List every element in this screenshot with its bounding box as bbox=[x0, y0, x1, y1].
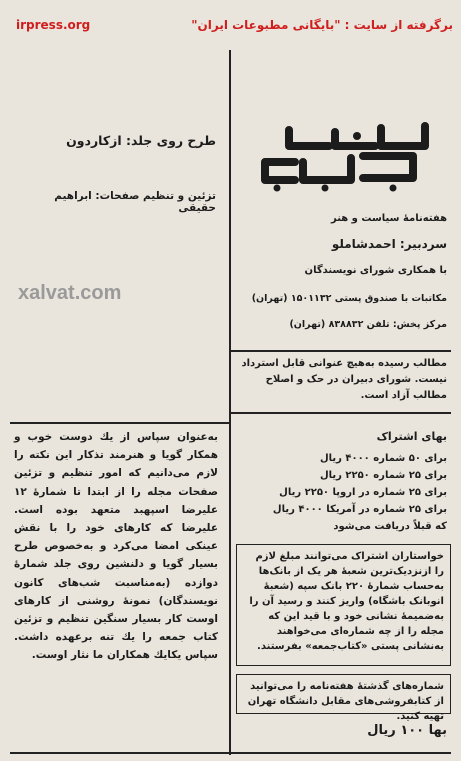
layout-credit: تزئین و تنظیم صفحات: ابراهیم حقیقی bbox=[54, 190, 216, 214]
thanks-paragraph: به‌عنوان سپاس از یك دوست خوب و همکار گویا و هنرمند تذکار این نکته را لازم می‌دانیم که امور تنظیم و تزئین صفحات مجله را از ابتدا تا شمارهٔ ۱۲ علیرضا اسپهبد متعهد بوده است. علیرضا که کارهای خود را با نقش عینکی امضا می‌کرد و به‌خصوص طرح بسیار گویا و دلنشین روی جلد شمارهٔ دوازده (به‌مناسبت شب‌های کانون نویسندگان) نمونهٔ روشنی از کارهای اوست کار بسیار سنگین تنظیم و تزئین کتاب جمعه را یك تنه برعهده داشت. سپاس یکایك همکاران ما نثار اوست. bbox=[14, 431, 218, 662]
masthead-subtitle: هفته‌نامهٔ سیاست و هنر bbox=[330, 213, 447, 224]
source-banner bbox=[8, 18, 453, 36]
source-url[interactable]: irpress.org bbox=[16, 18, 91, 32]
subscription-line-4: برای ۲۵ شماره در آمریکا ۴۰۰۰ ریال bbox=[272, 504, 447, 515]
right-rule-mid bbox=[229, 412, 451, 414]
bottom-rule bbox=[10, 752, 451, 754]
left-section-rule bbox=[10, 422, 230, 424]
masthead-po-box: مکاتبات با صندوق پستی ۱۵۰۱۱۳۲ (تهران) bbox=[251, 293, 447, 304]
source-text: برگرفته از سایت : "بایگانی مطبوعات ایران" bbox=[191, 18, 453, 32]
magazine-logo bbox=[243, 120, 435, 192]
right-rule-top bbox=[229, 350, 451, 352]
back-issues-box: شماره‌های گذشتهٔ هفته‌نامه را می‌توانید از کتابفروشی‌های مقابل دانشگاه تهران تهیه کنید. bbox=[236, 674, 451, 714]
subscription-line-2: برای ۲۵ شماره ۲۲۵۰ ریال bbox=[319, 470, 447, 481]
masthead-editor: سردبیر: احمدشاملو bbox=[331, 237, 447, 251]
subscription-line-5: که قبلاً دریافت می‌شود bbox=[333, 521, 447, 532]
subscription-title: بهای اشتراک bbox=[376, 430, 447, 443]
editorial-note: مطالب رسیده به‌هیچ عنوانی قابل استرداد نیست. شورای دبیران در حک و اصلاح مطالب آزاد است. bbox=[241, 358, 447, 401]
subscriber-instructions-box: خواستاران اشتراک می‌توانند مبلغ لازم را ازنزدیک‌ترین شعبهٔ هر یک از بانک‌ها به‌حساب شمارهٔ ۲۲۰ بانک سپه (شعبهٔ انوبانک باشگاه) واریز کنند و رسید آن را به‌ضمیمهٔ نشانی خود و با قید این که مجله را از چه شماره‌ای می‌خواهند به‌نشانی پستی «کتاب‌جمعه» بفرستند. bbox=[236, 544, 451, 666]
column-divider bbox=[229, 50, 231, 755]
masthead-distribution: مرکز پخش: تلفن ۸۳۸۸۳۲ (تهران) bbox=[289, 319, 447, 330]
cover-credit: طرح روی جلد: ازکاردون bbox=[66, 133, 216, 148]
watermark: xalvat.com bbox=[18, 282, 122, 304]
masthead-council: با همکاری شورای نویسندگان bbox=[304, 265, 447, 276]
subscription-line-1: برای ۵۰ شماره ۴۰۰۰ ریال bbox=[319, 453, 447, 464]
subscription-line-3: برای ۲۵ شماره در اروپا ۲۲۵۰ ریال bbox=[279, 487, 447, 498]
issue-price: بها ۱۰۰ ریال bbox=[367, 723, 447, 738]
